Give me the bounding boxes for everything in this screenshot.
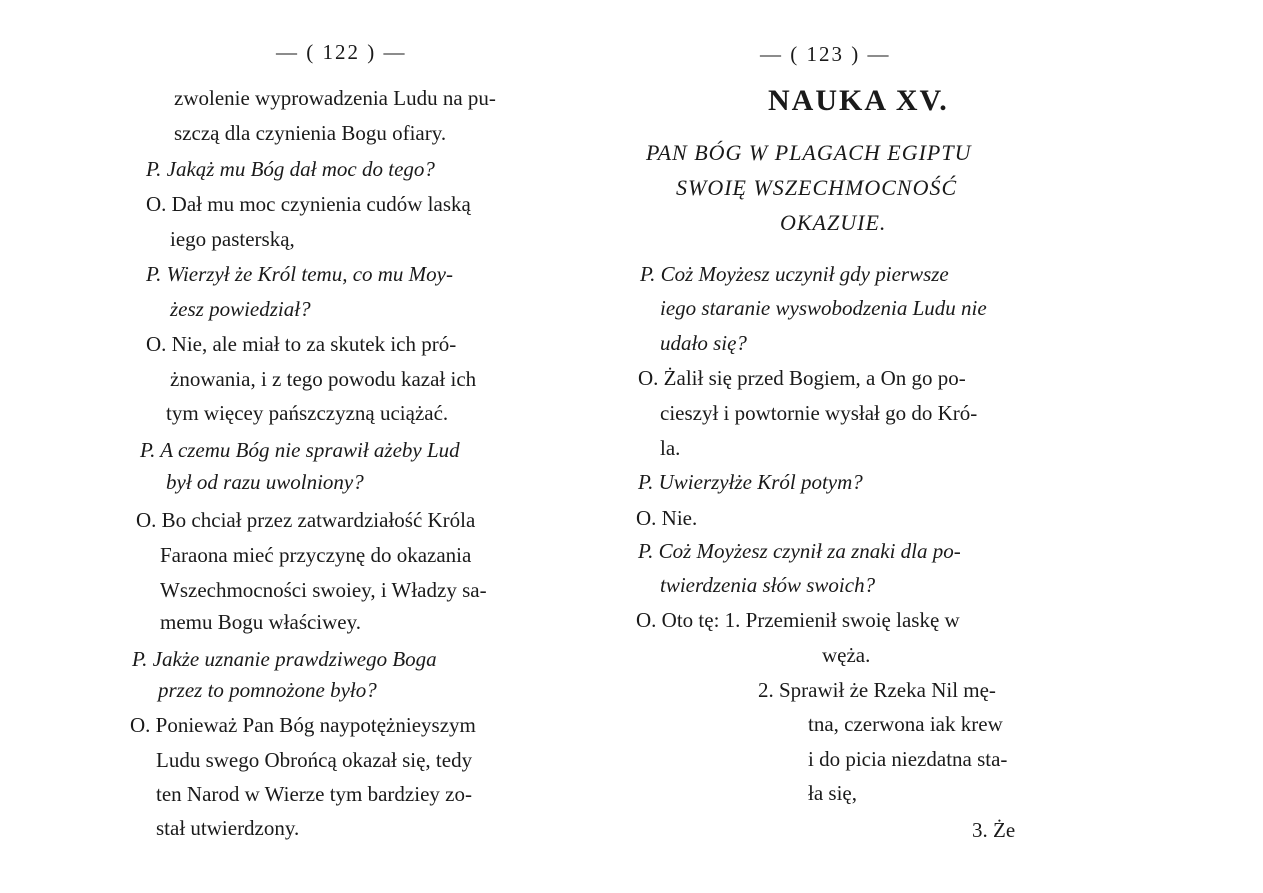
text-line: udało się? — [660, 331, 747, 355]
question-line: P. Jakże uznanie prawdziwego Boga — [132, 647, 437, 671]
answer-line: O. Bo chciał przez zatwardziałość Króla — [136, 508, 476, 532]
text-line: żnowania, i z tego powodu kazał ich — [170, 367, 477, 391]
text-line: memu Bogu właściwey. — [160, 610, 362, 634]
answer-line: O. Nie, ale miał to za skutek ich pró- — [146, 332, 457, 356]
text-line: węża. — [822, 643, 871, 667]
question-line: P. A czemu Bóg nie sprawił ażeby Lud — [140, 438, 460, 462]
question-line: P. Jakąż mu Bóg dał moc do tego? — [146, 157, 435, 181]
left-page — [0, 0, 620, 893]
text-line: zwolenie wyprowadzenia Ludu na pu- — [174, 86, 496, 110]
text-line: tna, czerwona iak krew — [808, 712, 1003, 736]
text-line: iego pasterską, — [170, 227, 295, 251]
text-line: ten Narod w Wierze tym bardziey zo- — [156, 782, 472, 806]
question-line: P. Uwierzyłże Król potym? — [638, 470, 863, 494]
question-line: P. Coż Moyżesz czynił za znaki dla po- — [638, 539, 961, 563]
text-line: twierdzenia słów swoich? — [660, 573, 876, 597]
text-line: Wszechmocności swoiey, i Władzy sa- — [160, 578, 487, 602]
text-line: Ludu swego Obrońcą okazał się, tedy — [156, 748, 473, 772]
page-number: — ( 122 ) — — [276, 40, 407, 64]
text-line: iego staranie wyswobodzenia Ludu nie — [660, 296, 987, 320]
chapter-subtitle: SWOIĘ WSZECHMOCNOŚĆ — [676, 175, 958, 200]
text-line: Faraona mieć przyczynę do okazania — [160, 543, 472, 567]
question-line: P. Coż Moyżesz uczynił gdy pierwsze — [640, 262, 949, 286]
answer-line: O. Nie. — [636, 506, 698, 530]
question-line: P. Wierzył że Król temu, co mu Moy- — [146, 262, 453, 286]
list-item: 2. Sprawił że Rzeka Nil mę- — [758, 678, 996, 702]
answer-line: O. Dał mu moc czynienia cudów laską — [146, 192, 471, 216]
answer-line: O. Żalił się przed Bogiem, a On go po- — [638, 366, 966, 390]
text-line: la. — [660, 436, 681, 460]
text-line: ła się, — [808, 781, 857, 805]
text-line: stał utwierdzony. — [156, 816, 300, 840]
text-line: przez to pomnożone było? — [158, 678, 377, 702]
chapter-subtitle: PAN BÓG W PLAGACH EGIPTU — [646, 140, 972, 165]
text-line: cieszył i powtornie wysłał go do Kró- — [660, 401, 978, 425]
text-line: był od razu uwolniony? — [166, 470, 364, 494]
catchword: 3. Że — [972, 818, 1016, 842]
text-line: żesz powiedział? — [170, 297, 311, 321]
text-line: tym więcey pańszczyzną uciążać. — [166, 401, 449, 425]
text-line: szczą dla czynienia Bogu ofiary. — [174, 121, 447, 145]
right-page — [620, 0, 1263, 893]
chapter-subtitle: OKAZUIE. — [780, 210, 887, 235]
chapter-title: NAUKA XV. — [768, 84, 949, 117]
page-number: — ( 123 ) — — [760, 42, 891, 66]
answer-line: O. Oto tę: 1. Przemienił swoię laskę w — [636, 608, 960, 632]
answer-line: O. Ponieważ Pan Bóg naypotężnieyszym — [130, 713, 476, 737]
text-line: i do picia niezdatna sta- — [808, 747, 1008, 771]
